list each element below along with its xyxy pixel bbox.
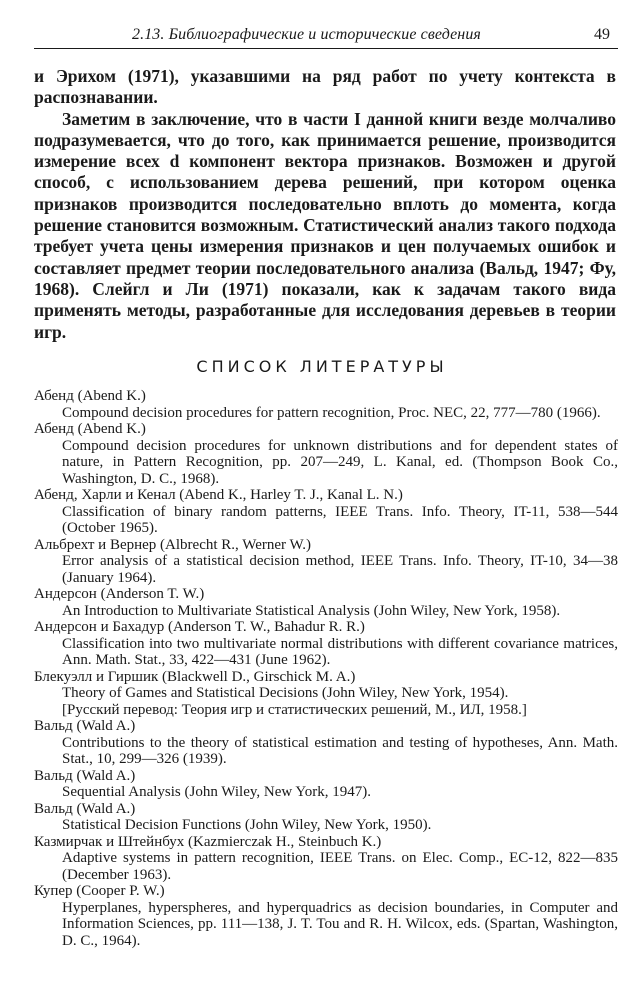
page-number: 49 [594,26,610,43]
reference-author: Купер (Cooper P. W.) [34,883,165,899]
reference-entry [34,883,618,949]
reference-author: Вальд (Wald A.) [34,718,136,734]
reference-text: Adaptive systems in pattern recognition, IEEE Trans. on Elec. Comp., EC-12, 822—835 (December 1963). [62,850,618,883]
reference-entry [34,801,618,834]
running-header [34,22,618,49]
body-text [34,66,616,343]
reference-text: Classification into two multivariate normal distributions with different covariance matrices, Ann. Math. Stat., 33, 422—431 (June 1962). [62,635,618,668]
reference-text: Contributions to the theory of statistical estimation and testing of hypotheses, Ann. Math. Stat., 10, 299—326 (1939). [62,734,618,767]
reference-text: Classification of binary random patterns, IEEE Trans. Info. Theory, IT-11, 538—544 (October 1965). [62,503,618,536]
reference-entry [34,388,618,421]
reference-text: Sequential Analysis (John Wiley, New York, 1947). [62,784,371,800]
reference-entry [34,619,618,669]
reference-entry [34,718,618,768]
reference-text: Compound decision procedures for pattern recognition, Proc. NEC, 22, 777—780 (1966). [62,404,601,421]
reference-entry [34,421,618,487]
reference-author: Андерсон и Бахадур (Anderson T. W., Bahadur R. R.) [34,619,365,635]
reference-author: Казмирчак и Штейнбух (Kazmierczak H., Steinbuch K.) [34,833,382,850]
reference-author: Абенд (Abend K.) [34,388,146,404]
reference-text: Statistical Decision Functions (John Wiley, New York, 1950). [62,817,432,833]
reference-text: Compound decision procedures for unknown distributions and for dependent states of nature, in Pattern Recognition, pp. 207—249, L. Kanal, ed. (Thompson Book Co., Washington, D. C., 1968). [62,437,618,487]
reference-author: Блекуэлл и Гиршик (Blackwell D., Girschick M. A.) [34,668,356,685]
paragraph-1: и Эрихом (1971), указавшими на ряд работ по учету контекста в распознавании. [34,66,616,108]
reference-author: Андерсон (Anderson T. W.) [34,586,205,602]
reference-text: Error analysis of a statistical decision method, IEEE Trans. Info. Theory, IT-10, 34—38 (January 1964). [62,553,618,586]
reference-entry [34,669,618,719]
reference-entry [34,537,618,587]
reference-author: Абенд (Abend K.) [34,421,146,437]
paragraph-2: Заметим в заключение, что в части I данной книги везде молчаливо подразумевается, что до того, как принимается решение, производится измерение всех d компонент вектора признаков. Возможен и другой способ, с использованием дерева решений, при котором оценка признаков производится последовательно вплоть до момента, когда решение становится возможным. Статистический анализ такого подхода требует учета цены измерения признаков и цен получаемых ошибок и составляет предмет теории последовательного анализа (Вальд, 1947; Фу, 1968). Слейгл и Ли (1971) показали, как к задачам такого вида применять методы, разработанные для исследования деревьев в теории игр. [34,108,616,342]
reference-author: Альбрехт и Вернер (Albrecht R., Werner W.) [34,536,312,553]
reference-entry [34,834,618,884]
reference-author: Вальд (Wald A.) [34,800,136,817]
reference-list [34,388,618,949]
reference-text: An Introduction to Multivariate Statistical Analysis (John Wiley, New York, 1958). [62,602,561,619]
reference-text: Theory of Games and Statistical Decisions (John Wiley, New York, 1954). [Русский перевод: Теория игр и статистических решений, М., ИЛ, 1958.] [62,685,527,718]
reference-entry [34,768,618,801]
reference-entry [34,487,618,537]
running-head: 2.13. Библиографические и исторические сведения [132,26,481,43]
reference-author: Вальд (Wald A.) [34,767,136,784]
reference-entry [34,586,618,619]
section-title: СПИСОК ЛИТЕРАТУРЫ [196,357,448,376]
reference-text: Hyperplanes, hyperspheres, and hyperquadrics as decision boundaries, in Computer and Information Sciences, pp. 111—138, J. T. Tou and R. H. Wilcox, eds. (Spartan, Washington, D. C., 1964). [62,899,618,949]
reference-author: Абенд, Харли и Кенал (Abend K., Harley T. J., Kanal L. N.) [34,487,403,503]
